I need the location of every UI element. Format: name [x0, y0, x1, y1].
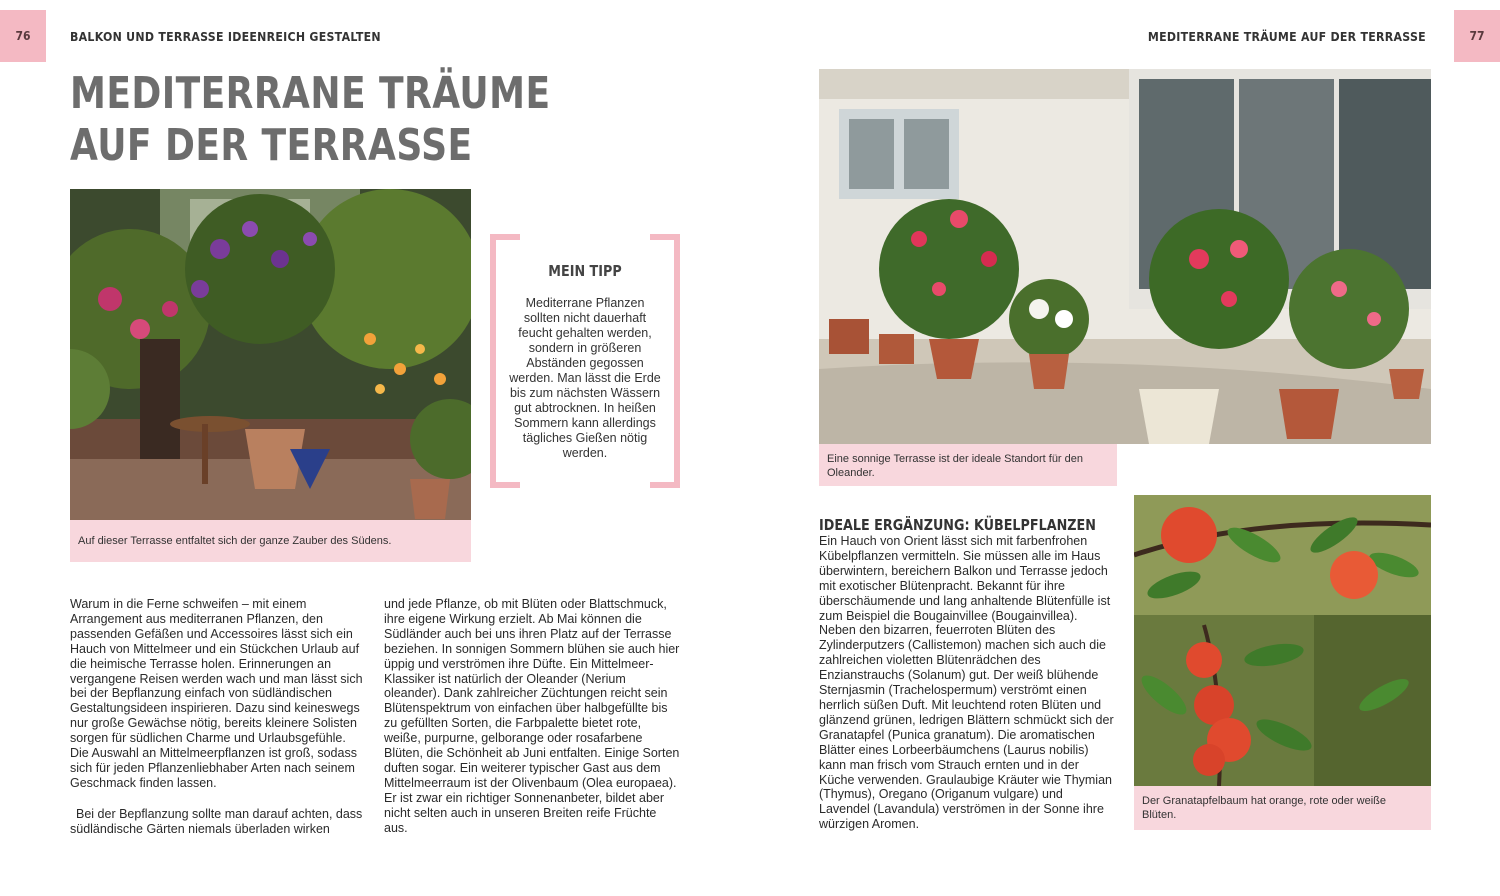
tip-text: Mediterrane Pflanzen sollten nicht dauerhaft feucht gehalten werden, sondern in größeren Abständen gegossen werden. Man lässt die Erde bis zum nächsten Wässern gut abtrocknen. In heißen Sommern kann allerdings tägliches Gießen nötig werden.: [509, 296, 661, 460]
body-paragraph: und jede Pflanze, ob mit Blüten oder Blattschmuck, ihre eigene Wirkung erzielt. Ab Mai können die Südländer auch bei uns ihren Platz auf der Terrasse beziehen. In sonnigen Sommern blühen sie auch hier üppig und verströmen ihre Düfte. Ein Mittelmeer-Klassiker ist natürlich der Oleander (Nerium oleander). Dank zahlreicher Züchtungen reicht sein Blütenspektrum von einfachen über halbgefüllte bis zu gefüllten Sorten, die Farbpalette bietet rote, weiße, purpurne, gelborange oder rosafarbene Blüten, die Schönheit ab Juni entfalten. Einige Sorten duften sogar. Ein weiterer typischer Gast aus dem Mittelmeerraum ist der Olivenbaum (Olea europaea). Er ist zwar ein richtiger Sonnenanbeter, bildet aber nicht selten auch in unseren Breiten reife Früchte aus.: [384, 597, 680, 835]
running-head-right: MEDITERRANE TRÄUME AUF DER TERRASSE: [1147, 29, 1426, 44]
pomegranate-photo: [1134, 495, 1431, 786]
section-heading: IDEALE ERGÄNZUNG: KÜBELPFLANZEN: [819, 516, 1096, 534]
page-number-left: 76: [0, 10, 46, 62]
body-paragraph: Bei der Bepflanzung sollte man darauf achten, dass südländische Gärten niemals überladen wirken: [70, 806, 363, 836]
title-line-1: MEDITERRANE TRÄUME: [70, 68, 551, 119]
terrace-garden-photo: [70, 189, 471, 520]
photo-caption-terrace: Auf dieser Terrasse entfaltet sich der ganze Zauber des Südens.: [70, 520, 471, 562]
body-column-1: [70, 597, 366, 837]
running-head-left: BALKON UND TERRASSE IDEENREICH GESTALTEN: [70, 29, 381, 44]
title-line-2: AUF DER TERRASSE: [70, 120, 473, 171]
body-column-2: [384, 597, 680, 836]
body-paragraph: Ein Hauch von Orient lässt sich mit farbenfrohen Kübelpflanzen vermitteln. Sie müssen alle im Haus überwintern, bereichern Balkon und Terrasse jedoch mit exotischer Blütenpracht. Bekannt für ihre überschäumende und lang anhaltende Blütenfülle ist zum Beispiel die Bougainvillee (Bougainvillea). Neben den bizarren, feuerroten Blüten des Zylinderputzers (Callistemon) machen sich auch die zahlreichen violetten Blütenrädchen des Enzianstrauchs (Solanum) gut. Der weiß blühende Sternjasmin (Trachelospermum) verströmt einen herrlich süßen Duft. Mit leuchtend roten Blüten und glänzend grünen, ledrigen Blättern schmückt sich der Granatapfel (Punica granatum). Die aromatischen Blätter eines Lorbeerbäumchens (Laurus nobilis) kann man frisch vom Strauch ernten und in der Küche verwenden. Graulaubige Kräuter wie Thymian (Thymus), Oregano (Origanum vulgare) und Lavendel (Lavandula) verströmen in der Sonne ihre würzigen Aromen.: [819, 534, 1114, 832]
oleander-terrace-photo: [819, 69, 1431, 444]
tip-box: [490, 234, 680, 488]
page-number-right: 77: [1454, 10, 1500, 62]
body-paragraph: Warum in die Ferne schweifen – mit einem Arrangement aus mediterranen Pflanzen, den passenden Gefäßen und Accessoires lässt sich ein Hauch von Mittelmeer und ein Stückchen Urlaub auf die heimische Terrasse holen. Erinnerungen an vergangene Reisen werden wach und man lässt sich bei der Bepflanzung einfach von südländischen Gestaltungsideen inspirieren. Dazu sind keineswegs nur große Gewächse nötig, bereits kleinere Solisten sorgen für südlichen Charme und Urlaubsgefühle. Die Auswahl an Mittelmeerpflanzen ist groß, sodass sich für jeden Pflanzenliebhaber Arten nach seinem Geschmack finden lassen.: [70, 597, 363, 790]
photo-caption-pomegranate: Der Granatapfelbaum hat orange, rote oder weiße Blüten.: [1134, 786, 1431, 830]
photo-caption-oleander: Eine sonnige Terrasse ist der ideale Standort für den Oleander.: [819, 444, 1117, 486]
page-title: [70, 68, 551, 172]
section-body: [819, 534, 1117, 832]
tip-title: MEIN TIPP: [548, 262, 622, 280]
